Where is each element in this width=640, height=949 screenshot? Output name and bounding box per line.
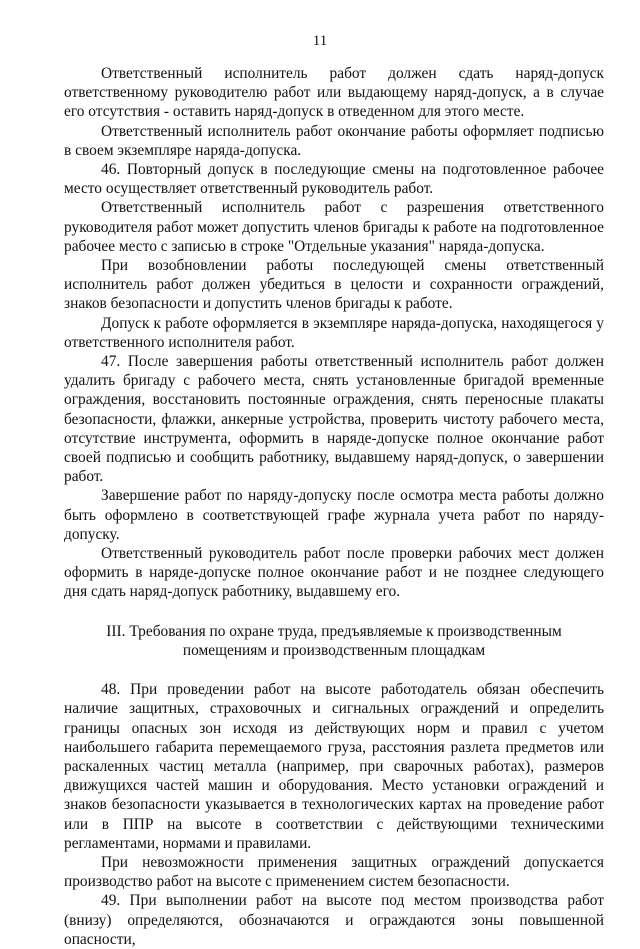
- paragraph: Завершение работ по наряду-допуску после осмотра места работы должно быть оформлено в соответствующей графе журнала учета работ по наряду-допуску.: [64, 487, 604, 543]
- paragraphs-bottom: [64, 680, 604, 949]
- section-heading-line: III. Требования по охране труда, предъявляемые к производственным: [106, 622, 562, 640]
- paragraph: 47. После завершения работы ответственный исполнитель работ должен удалить бригаду с рабочего места, снять установленные бригадой временные ограждения, восстановить постоянные ограждения, снять переносные плакаты безопасности, флажки, анкерные устройства, проверить чистоту рабочего места, отсутствие инструмента, оформить в наряде-допуске полное окончание работ своей подписью и сообщить работнику, выдавшему наряд-допуск, о завершении работ.: [64, 353, 604, 486]
- paragraph: 49. При выполнении работ на высоте под местом производства работ (внизу) определяются, обозначаются и ограждаются зоны повышенной опасности,: [64, 892, 604, 948]
- document-body: [64, 64, 604, 949]
- paragraph: Ответственный исполнитель работ должен сдать наряд-допуск ответственному руководителю работ или выдающему наряд-допуск, а в случае его отсутствия - оставить наряд-допуск в отведенном для этого месте.: [64, 65, 604, 121]
- paragraph: 48. При проведении работ на высоте работодатель обязан обеспечить наличие защитных, страховочных и сигнальных ограждений и определить границы опасных зон исходя из действующих норм и правил с учетом наибольшего габарита перемещаемого груза, расстояния разлета предметов или раскаленных частиц металла (например, при сварочных работах), размеров движущихся частей машин и оборудования. Место установки ограждений и знаков безопасности указывается в технологических картах на проведение работ или в ППР на высоте в соответствии с действующими техническими регламентами, нормами и правилами.: [64, 681, 604, 852]
- paragraph: Ответственный руководитель работ после проверки рабочих мест должен оформить в наряде-допуске полное окончание работ и не позднее следующего дня сдать наряд-допуск работнику, выдавшему его.: [64, 545, 604, 601]
- page-number: 11: [312, 33, 328, 49]
- paragraphs-top: [64, 64, 604, 602]
- paragraph: При невозможности применения защитных ограждений допускается производство работ на высоте с применением систем безопасности.: [64, 853, 604, 891]
- paragraph: Ответственный исполнитель работ с разрешения ответственного руководителя работ может допустить членов бригады к работе на подготовленное рабочее место с записью в строке "Отдельные указания" наряда-допуска.: [64, 199, 604, 255]
- paragraph: Допуск к работе оформляется в экземпляре наряда-допуска, находящегося у ответственного исполнителя работ.: [64, 314, 604, 351]
- paragraph: Ответственный исполнитель работ окончание работы оформляет подписью в своем экземпляре наряда-допуска.: [64, 122, 604, 159]
- paragraph: При возобновлении работы последующей смены ответственный исполнитель работ должен убедиться в целости и сохранности ограждений, знаков безопасности и допустить членов бригады к работе.: [64, 257, 604, 313]
- section-heading: [64, 622, 604, 660]
- paragraph: 46. Повторный допуск в последующие смены на подготовленное рабочее место осуществляет ответственный руководитель работ.: [64, 161, 604, 198]
- section-heading-line: помещениям и производственным площадкам: [182, 641, 486, 659]
